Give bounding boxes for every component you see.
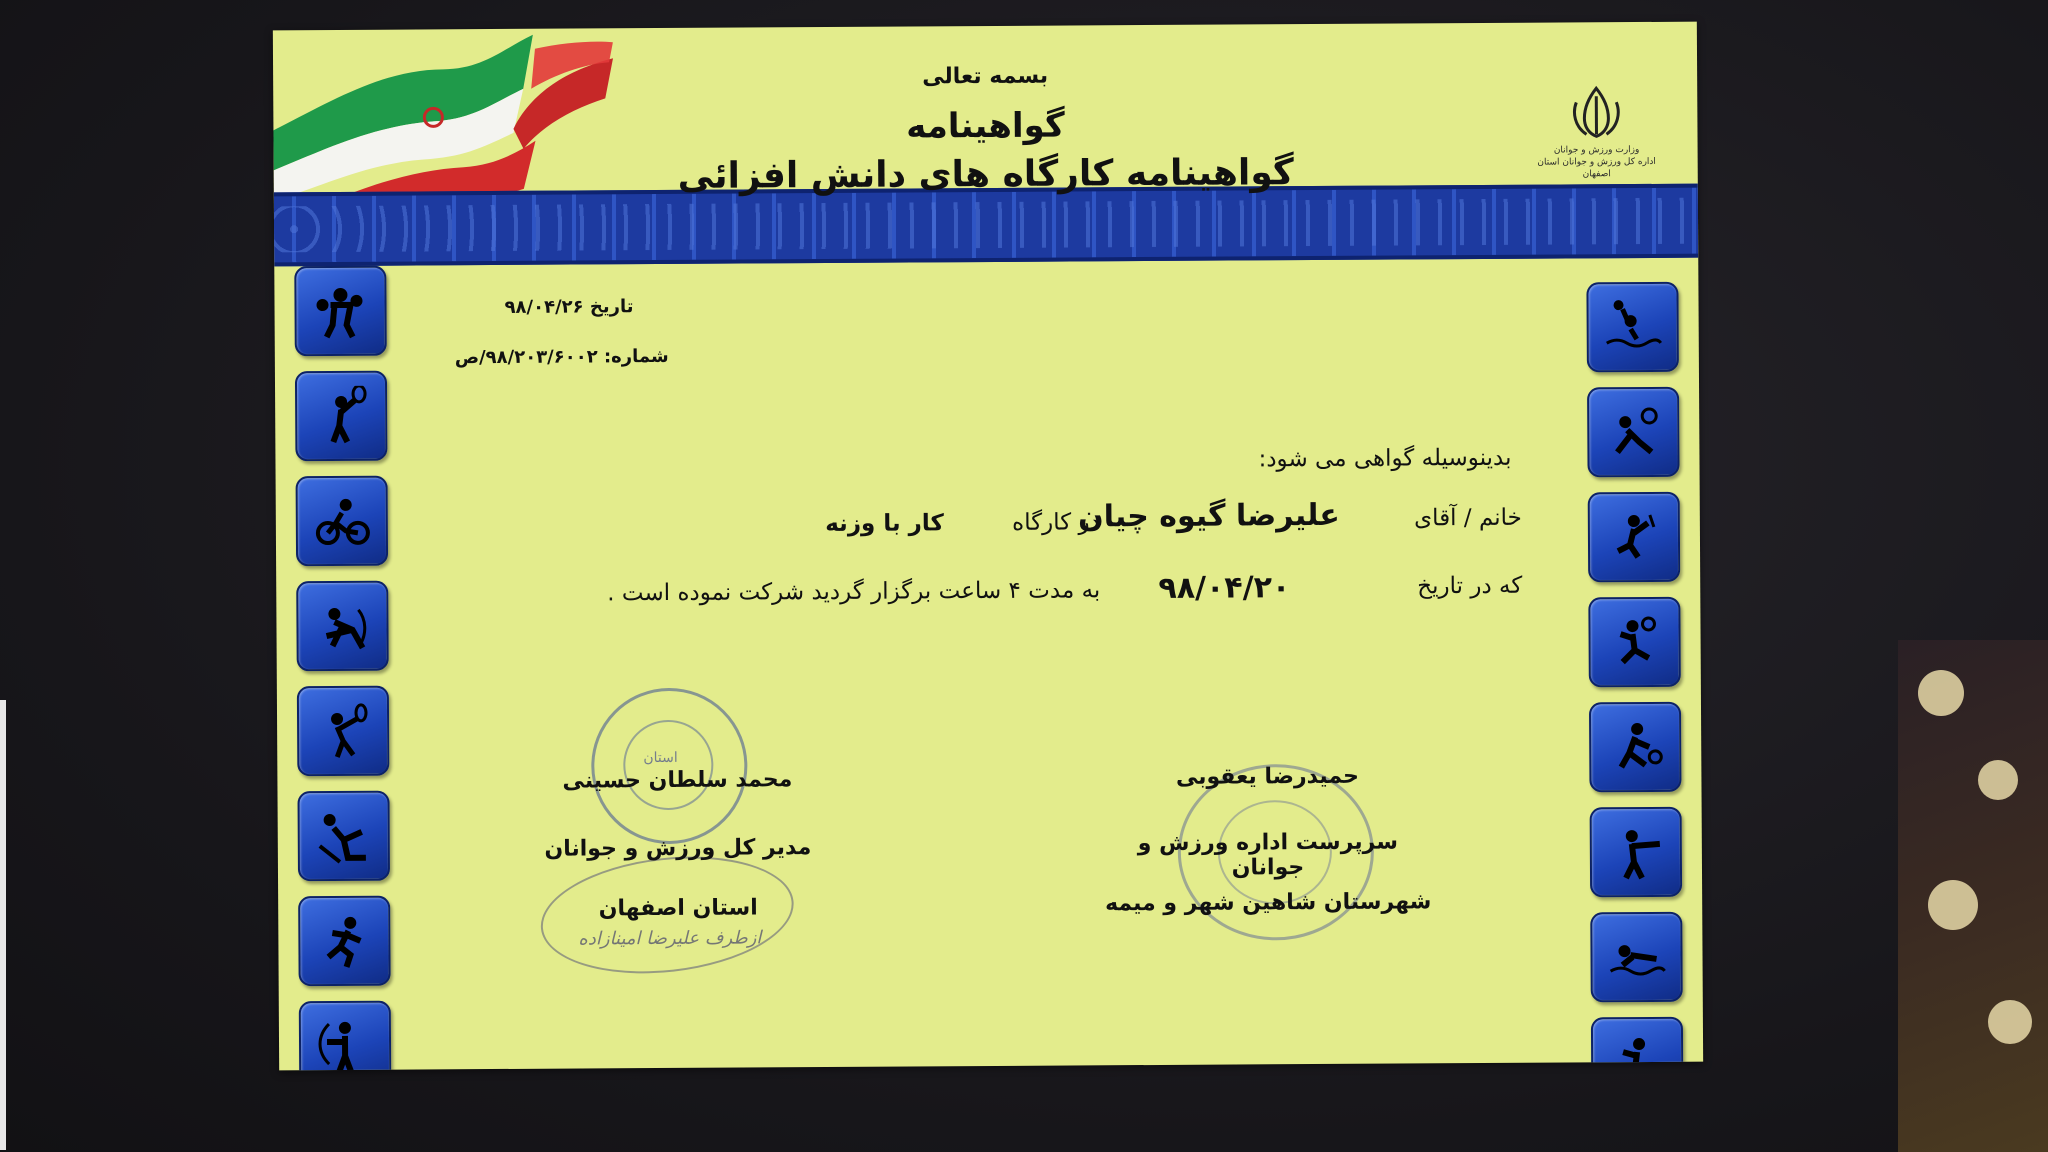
workshop-label: در کارگاه	[1012, 509, 1100, 536]
issue-number: شماره: ۹۸/۲۰۳/۶۰۰۲/ص	[454, 345, 669, 369]
badminton-icon	[297, 686, 390, 777]
climbing-icon	[1588, 492, 1681, 583]
emblem-line-2: اداره کل ورزش و جوانان استان اصفهان	[1537, 156, 1656, 180]
workshop-name: کار با وزنه	[825, 510, 944, 537]
left-signatory-name: محمد سلطان حسینی	[562, 767, 793, 794]
boxing-icon	[294, 266, 387, 357]
on-date-label: که در تاریخ	[1417, 572, 1523, 600]
salutation-label: خانم / آقای	[1414, 504, 1522, 532]
gymnastics-icon	[297, 791, 390, 882]
left-signatory-place: استان اصفهان	[598, 895, 758, 922]
archery-icon	[299, 1001, 392, 1071]
left-stamp-text: استان	[643, 749, 678, 767]
rug-flower	[1918, 670, 1964, 716]
rug-flower	[1978, 760, 2018, 800]
volleyball-icon	[1587, 387, 1680, 478]
sport-icons-left	[294, 266, 391, 1071]
right-signatory-place: شهرستان شاهین شهر و میمه	[1104, 889, 1432, 917]
cycling-icon	[296, 476, 389, 567]
certificate-subtitle: گواهینامه کارگاه های دانش افزائی	[677, 152, 1294, 197]
certificate	[273, 22, 1703, 1071]
sport-icons-right	[1586, 282, 1683, 1071]
soccer-icon	[1591, 1017, 1684, 1071]
duration-text: به مدت ۴ ساعت برگزار گردید شرکت نموده است .	[607, 577, 1101, 607]
besme-text: بسمه تعالی	[922, 63, 1049, 90]
water-polo-icon	[1586, 282, 1679, 373]
certificate-title: گواهینامه	[906, 105, 1065, 147]
intro-text: بدینوسیله گواهی می شود:	[1258, 444, 1512, 473]
emblem-line-1: وزارت ورزش و جوانان	[1553, 145, 1640, 156]
background-rug	[1898, 640, 2048, 1152]
left-signatory-role: مدیر کل ورزش و جوانان	[544, 835, 812, 862]
right-signatory-role: سرپرست اداره ورزش و جوانان	[1137, 829, 1399, 881]
rug-flower	[1928, 880, 1978, 930]
fencing-icon	[1590, 807, 1683, 898]
ministry-emblem	[1531, 82, 1662, 203]
rug-flower	[1988, 1000, 2032, 1044]
right-signatory-name: حمیدرضا یعقوبی	[1175, 763, 1359, 790]
wrestling-icon	[296, 581, 389, 672]
handball-icon	[1589, 702, 1682, 793]
attendance-date: ۹۸/۰۴/۲۰	[1158, 570, 1291, 606]
background-edge	[0, 700, 6, 1150]
iran-emblem-icon	[1566, 82, 1626, 140]
handwritten-note: ازطرف علیرضا امینازاده	[578, 927, 762, 950]
football-icon	[1588, 597, 1681, 688]
recipient-name: علیرضا گیوه چیان	[1077, 497, 1340, 535]
issue-date: تاریخ ۹۸/۰۴/۲۶	[504, 296, 634, 318]
running-icon	[298, 896, 391, 987]
tennis-icon	[295, 371, 388, 462]
swimming-icon	[1590, 912, 1683, 1003]
